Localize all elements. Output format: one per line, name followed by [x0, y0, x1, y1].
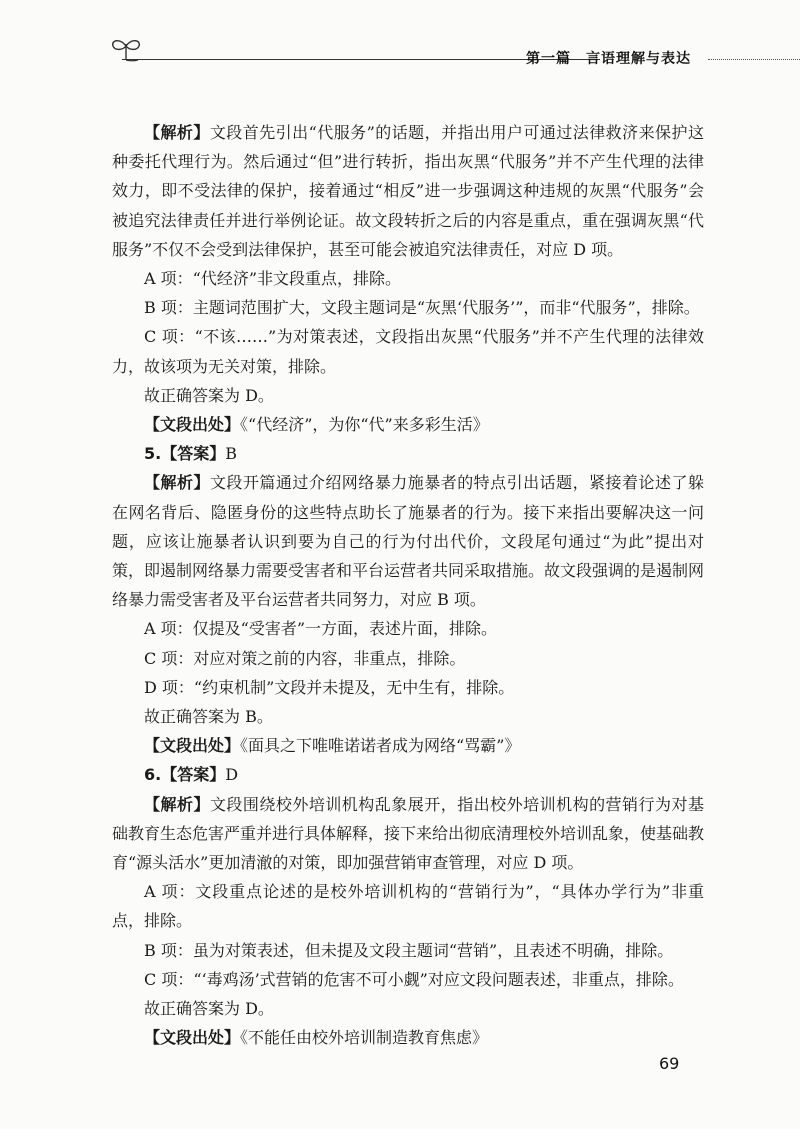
paragraph [112, 468, 704, 614]
paragraph-text: 《面具之下唯唯诺诺者成为网络“骂霸”》 [240, 736, 521, 756]
paragraph-text: 文段首先引出“代服务”的话题，并指出用户可通过法律救济来保护这种委托代理行为。然后通过“但”进行转折，指出灰黑“代服务”并不产生代理的法律效力，即不受法律的保护，接着通过“相反”进一步强调这种违规的灰黑“代服务”会被追究法律责任并进行举例论证。故文段转折之后的内容是重点，重在强调灰黑“代服务”不仅不会受到法律保护，甚至可能会被追究法律责任，对应 D 项。 [112, 123, 704, 259]
chapter-title: 第一篇 言语理解与表达 [526, 51, 691, 67]
paragraph-text: 《“代经济”，为你“代”来多彩生活》 [240, 415, 489, 435]
paragraph-text: 故正确答案为 D。 [144, 385, 274, 405]
paragraph [112, 381, 704, 410]
paragraph [112, 1023, 704, 1052]
paragraph [112, 994, 704, 1023]
section-label: 【解析】 [144, 794, 210, 814]
paragraph [112, 264, 704, 293]
paragraph-text: 故正确答案为 D。 [144, 999, 274, 1019]
paragraph-text: 故正确答案为 B。 [144, 707, 273, 727]
paragraph [112, 322, 704, 380]
paragraph [112, 731, 704, 760]
page-body [112, 118, 704, 1053]
paragraph-text: B 项：主题词范围扩大，文段主题词是“灰黑‘代服务’”，而非“代服务”，排除。 [144, 298, 700, 318]
paragraph-text: C 项：“不该……”为对策表述，文段指出灰黑“代服务”并不产生代理的法律效力，故该项为无关对策，排除。 [112, 327, 704, 376]
section-label: 5.【答案】 [144, 444, 226, 464]
paragraph [112, 790, 704, 878]
paragraph [112, 644, 704, 673]
section-label: 【解析】 [144, 473, 210, 493]
header-rule-right [708, 59, 800, 60]
paragraph-text: B 项：虽为对策表述，但未提及文段主题词“营销”，且表述不明确，排除。 [144, 940, 674, 960]
paragraph [112, 293, 704, 322]
paragraph [112, 439, 704, 468]
paragraph-text: C 项：“‘毒鸡汤’式营销的危害不可小觑”对应文段问题表述，非重点，排除。 [144, 969, 684, 989]
paragraph-text: A 项：“代经济”非文段重点，排除。 [144, 269, 402, 289]
section-label: 【解析】 [144, 123, 210, 142]
section-label: 【文段出处】 [144, 1028, 241, 1048]
paragraph-text: A 项：文段重点论述的是校外培训机构的“营销行为”，“具体办学行为”非重点，排除。 [112, 882, 704, 931]
paragraph-text: D [225, 765, 239, 785]
paragraph-text: 文段围绕校外培训机构乱象展开，指出校外培训机构的营销行为对基础教育生态危害严重并进行具体解释，接下来给出彻底清理校外培训乱象，使基础教育“源头活水”更加清澈的对策，即加强营销审查管理，对应 D 项。 [112, 794, 705, 873]
paragraph [112, 965, 704, 994]
page-number: 69 [659, 1054, 680, 1073]
paragraph-text: A 项：仅提及“受害者”一方面，表述片面，排除。 [144, 619, 498, 639]
paragraph [112, 702, 704, 731]
paragraph [112, 118, 704, 264]
paragraph-text: C 项：对应对策之前的内容，非重点，排除。 [144, 648, 466, 668]
paragraph-text: 文段开篇通过介绍网络暴力施暴者的特点引出话题，紧接着论述了躲在网名背后、隐匿身份的这些特点助长了施暴者的行为。接下来指出要解决这一问题，应该让施暴者认识到要为自己的行为付出代价，文段尾句通过“为此”提出对策，即遏制网络暴力需要受害者和平台运营者共同采取措施。故文段强调的是遏制网络暴力需受害者及平台运营者共同努力，对应 B 项。 [112, 473, 705, 610]
section-label: 【文段出处】 [144, 736, 241, 756]
paragraph-text: 《不能任由校外培训制造教育焦虑》 [240, 1028, 489, 1048]
paragraph-text: B [225, 444, 237, 464]
running-header [96, 34, 800, 74]
paragraph [112, 936, 704, 965]
paragraph [112, 760, 704, 789]
paragraph [112, 877, 704, 935]
section-label: 6.【答案】 [144, 765, 226, 785]
paragraph [112, 410, 704, 439]
section-label: 【文段出处】 [144, 415, 241, 435]
paragraph-text: D 项：“约束机制”文段并未提及，无中生有，排除。 [144, 677, 515, 697]
paragraph [112, 673, 704, 702]
paragraph [112, 614, 704, 643]
